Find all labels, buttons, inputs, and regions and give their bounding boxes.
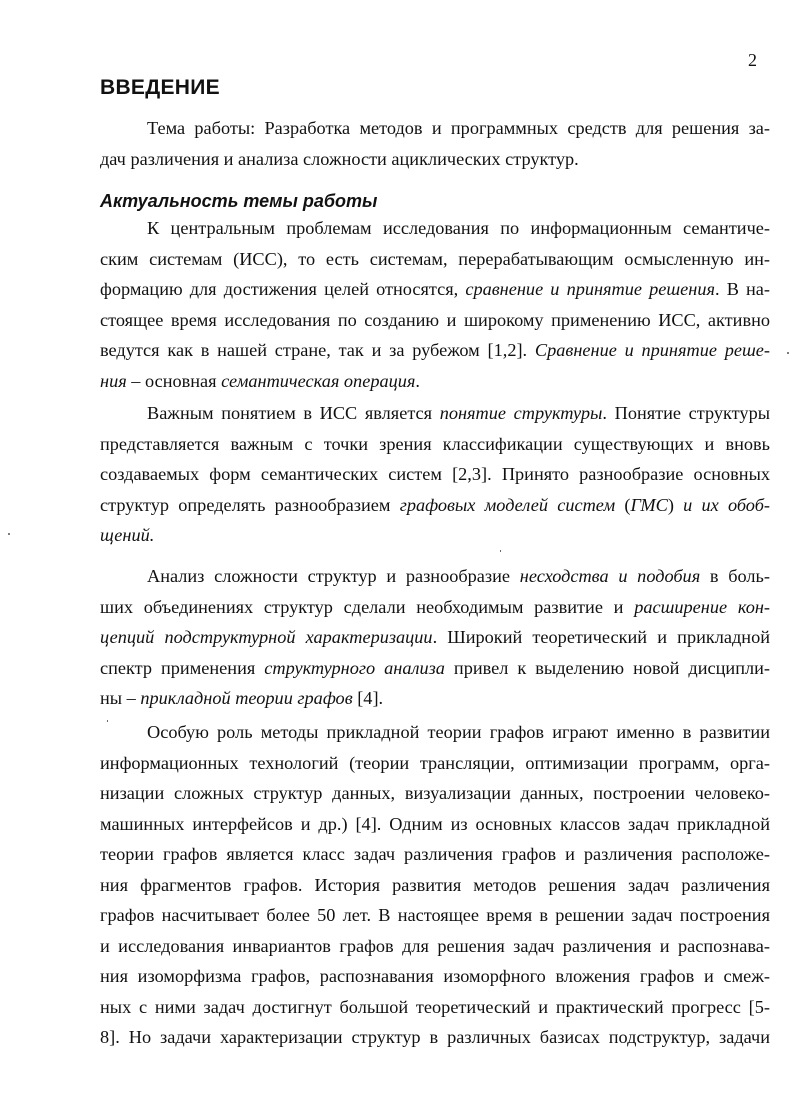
italic-term: несходства и подобия — [519, 566, 701, 586]
text-line — [100, 748, 770, 779]
text-run: ния изоморфизма графов, распознавания изоморфного вложения графов и смеж- — [100, 966, 770, 986]
page-title: ВВЕДЕНИЕ — [100, 76, 220, 99]
italic-term: и их обоб- — [683, 494, 770, 515]
text-run: структур определять разнообразием — [100, 494, 400, 515]
text-line — [100, 839, 770, 870]
text-run: графов насчитывает более 50 лет. В настоящее время в решении задач построения — [100, 905, 770, 925]
text-run: стоящее время исследования по созданию и широкому применению ИСС, активно — [100, 309, 770, 330]
text-line — [100, 561, 770, 592]
text-run: ны – — [100, 688, 141, 708]
text-line — [100, 335, 770, 366]
paragraph-complexity-analysis — [100, 561, 770, 714]
text-line — [100, 992, 770, 1023]
text-run: ским системам (ИСС), то есть системам, перерабатывающим осмысленную ин- — [100, 248, 770, 269]
text-run: К центральным проблемам исследования по информационным семантиче- — [147, 218, 770, 238]
text-run: . Понятие структуры — [602, 403, 770, 423]
text-line — [100, 305, 770, 336]
text-line — [100, 429, 770, 460]
text-line — [100, 931, 770, 962]
text-run: . В на- — [715, 279, 770, 299]
italic-term: расширение кон- — [634, 596, 770, 617]
italic-term: щений. — [100, 525, 155, 545]
text-line — [100, 398, 770, 429]
text-run: ния фрагментов графов. История развития методов решения задач различения — [100, 874, 770, 895]
italic-term: понятие структуры — [439, 403, 603, 423]
italic-term: цепций подструктурной характеризации — [100, 627, 433, 647]
text-run: [4]. — [352, 688, 384, 708]
text-line — [100, 213, 770, 244]
text-line — [100, 144, 770, 175]
italic-term: ния — [100, 370, 127, 391]
text-run: . Широкий теоретический и прикладной — [432, 627, 770, 647]
text-run: Тема работы: Разработка методов и программных средств для решения за- — [147, 118, 770, 138]
italic-term: графовых моделей систем — [399, 494, 616, 515]
text-run: Особую роль методы прикладной теории графов играют именно в развитии — [147, 722, 770, 742]
italic-term: ГМС — [630, 494, 668, 515]
text-line — [100, 1022, 770, 1053]
text-run: в боль- — [700, 566, 770, 586]
text-line — [100, 717, 770, 748]
text-line — [100, 244, 770, 275]
text-line — [100, 274, 770, 305]
text-line — [100, 653, 770, 684]
text-run: привел к выделению новой дисципли- — [444, 657, 770, 678]
scan-speck — [500, 550, 501, 552]
topic-paragraph — [100, 113, 770, 174]
paragraph-relevance — [100, 213, 770, 396]
italic-term: структурного анализа — [264, 657, 445, 678]
text-run: Анализ сложности структур и разнообразие — [147, 566, 520, 586]
italic-term: прикладной теории графов — [140, 688, 353, 708]
text-run: дач различения и анализа сложности ациклических структур. — [100, 148, 579, 169]
text-run: машинных интерфейсов и др.) [4]. Одним из основных классов задач прикладной — [100, 813, 770, 834]
italic-term: семантическая операция — [221, 370, 416, 391]
text-run: – основная — [126, 370, 222, 391]
text-run: формацию для достижения целей относятся, — [100, 279, 466, 299]
text-run: ших объединениях структур сделали необходимым развитие и — [100, 596, 635, 617]
text-run: ( — [615, 494, 631, 515]
text-run: . — [415, 370, 420, 391]
text-line — [100, 520, 770, 551]
text-line — [100, 592, 770, 623]
italic-term: сравнение и принятие решения — [465, 279, 716, 299]
text-line — [100, 366, 770, 397]
text-line — [100, 683, 770, 714]
text-line — [100, 900, 770, 931]
text-line — [100, 961, 770, 992]
italic-term: Сравнение и принятие реше- — [534, 340, 770, 360]
scan-speck — [107, 720, 108, 722]
text-line — [100, 490, 770, 521]
text-run: низации сложных структур данных, визуализации данных, построении человеко- — [100, 783, 770, 803]
text-run: Важным понятием в ИСС является — [147, 403, 440, 423]
text-run: теории графов является класс задач различения графов и различения расположе- — [100, 844, 770, 864]
page-number: 2 — [748, 50, 757, 70]
text-run: создаваемых форм семантических систем [2,3]. Принято разнообразие основных — [100, 464, 770, 484]
scan-speck — [787, 352, 789, 354]
section-title: Актуальность темы работы — [100, 191, 378, 211]
text-run: информационных технологий (теории трансляции, оптимизации программ, орга- — [100, 752, 770, 773]
text-run: ведутся как в нашей стране, так и за рубежом [1,2]. — [100, 340, 535, 360]
paragraph-structure-concept — [100, 398, 770, 551]
text-line — [100, 778, 770, 809]
text-run: спектр применения — [100, 657, 265, 678]
scan-speck — [8, 533, 10, 535]
text-run: ных с ними задач достигнут большой теоретический и практический прогресс [5- — [100, 996, 770, 1017]
text-run: и исследования инвариантов графов для решения задач различения и распознава- — [100, 935, 770, 956]
text-run: ) — [667, 494, 684, 515]
text-line — [100, 622, 770, 653]
text-run: представляется важным с точки зрения классификации существующих и вновь — [100, 433, 770, 454]
paragraph-graph-theory-methods — [100, 717, 770, 1053]
text-run: 8]. Но задачи характеризации структур в различных базисах подструктур, задачи — [100, 1027, 770, 1047]
text-line — [100, 809, 770, 840]
text-line — [100, 459, 770, 490]
text-line — [100, 113, 770, 144]
text-line — [100, 870, 770, 901]
